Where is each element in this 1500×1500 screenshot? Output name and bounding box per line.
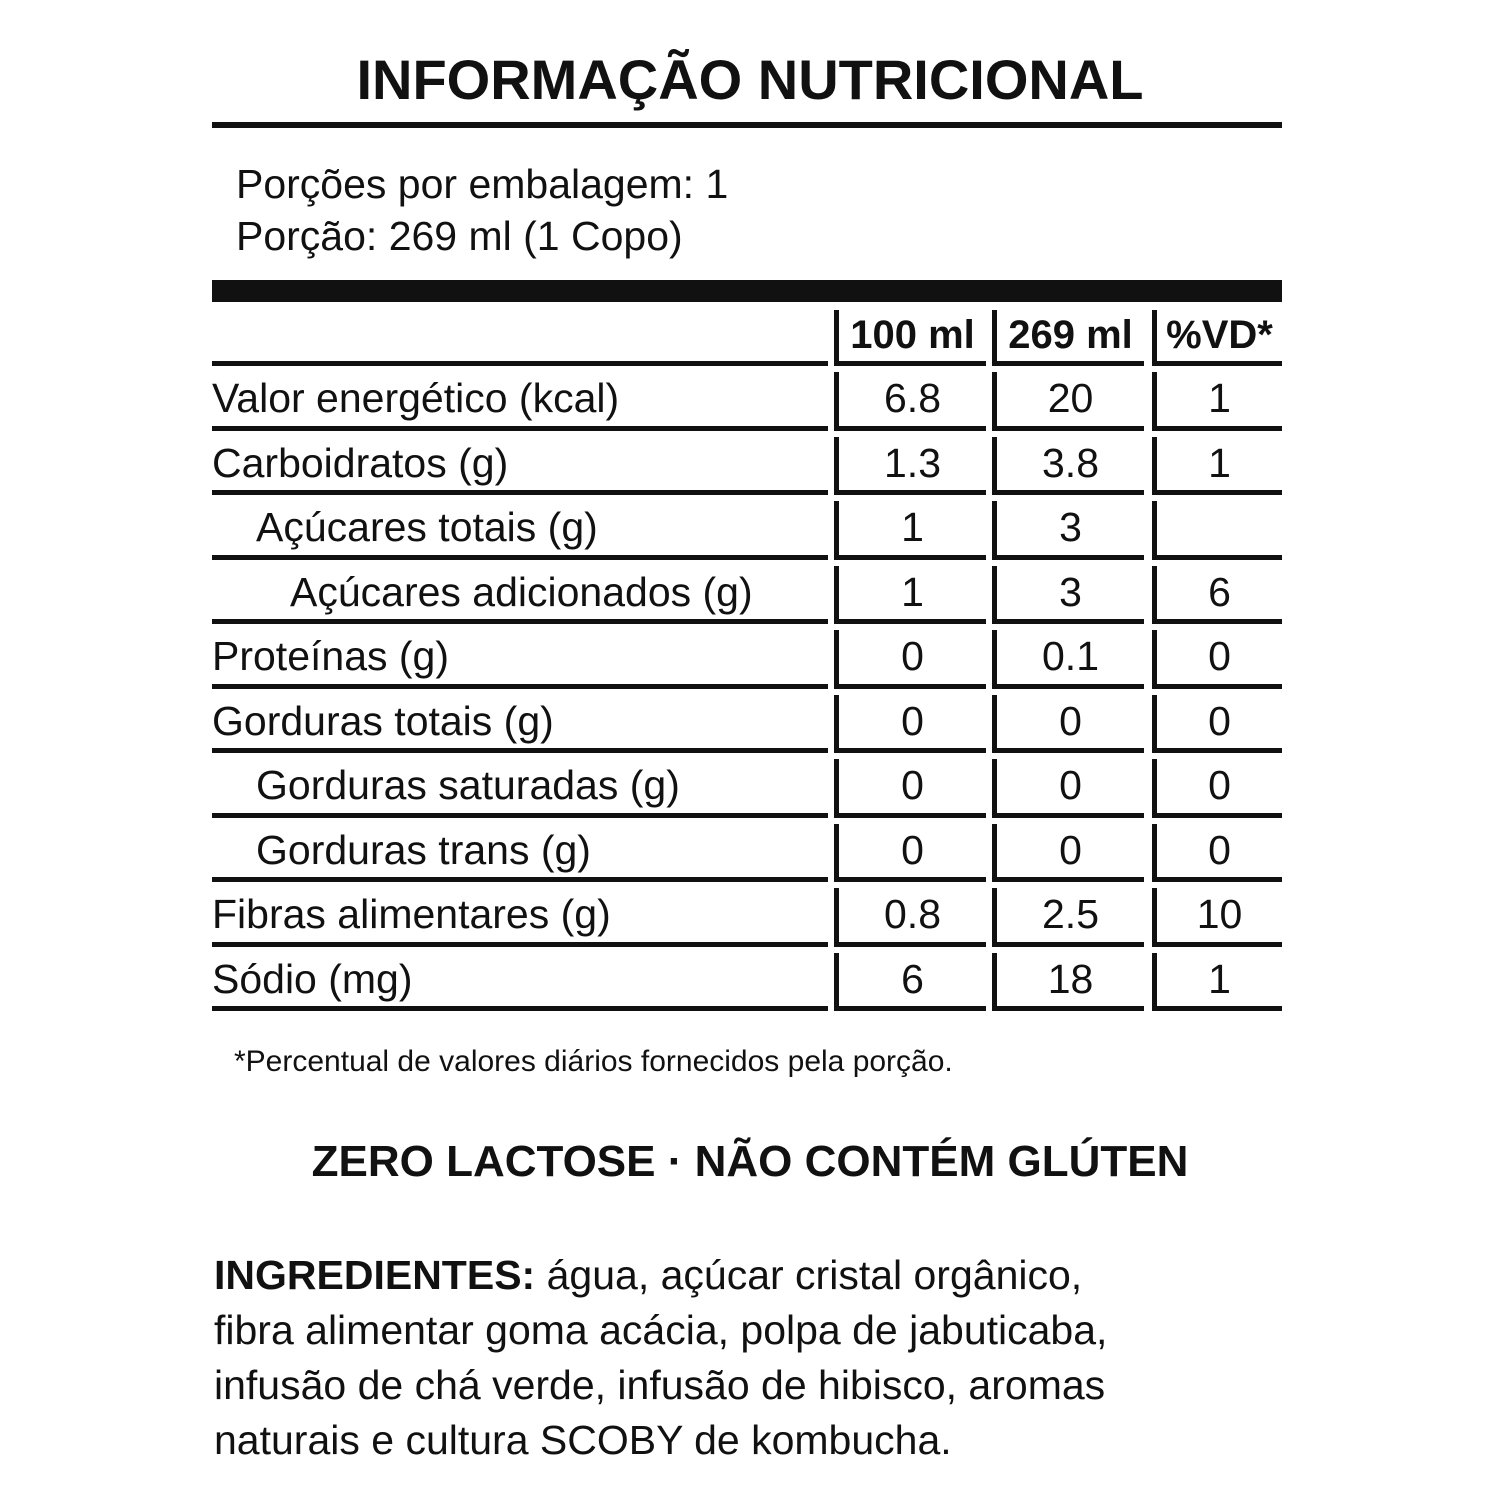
per-100ml-cell: 0 [834,695,986,754]
per-portion-cell: 3 [992,501,1144,560]
nutrient-label: Gorduras saturadas (g) [212,759,828,818]
per-portion-cell: 18 [992,953,1144,1012]
nutrient-label: Carboidratos (g) [212,437,828,496]
nutrient-label: Valor energético (kcal) [212,372,828,431]
page-title: INFORMAÇÃO NUTRICIONAL [356,48,1144,111]
ingredients-block [214,1248,1294,1468]
ingredients-line-2: fibra alimentar goma acácia, polpa de jabuticaba, [214,1307,1108,1353]
per-100ml-cell: 1 [834,501,986,560]
per-portion-cell: 3 [992,566,1144,625]
per-portion-cell: 0 [992,759,1144,818]
per-portion-cell: 0 [992,695,1144,754]
daily-value-cell: 10 [1152,888,1282,947]
per-portion-cell: 0 [992,824,1144,883]
column-header-3: %VD* [1152,310,1282,366]
per-portion-cell: 3.8 [992,437,1144,496]
nutrient-label: Fibras alimentares (g) [212,888,828,947]
column-header-2: 269 ml [992,310,1144,366]
per-100ml-cell: 6 [834,953,986,1012]
ingredients-line-4: naturais e cultura SCOBY de kombucha. [214,1417,952,1463]
nutrient-label: Gorduras totais (g) [212,695,828,754]
daily-value-cell: 0 [1152,695,1282,754]
per-portion-cell: 0.1 [992,630,1144,689]
per-100ml-cell: 0.8 [834,888,986,947]
daily-value-cell: 0 [1152,630,1282,689]
daily-value-cell: 1 [1152,953,1282,1012]
per-100ml-cell: 0 [834,759,986,818]
per-portion-cell: 2.5 [992,888,1144,947]
header-label-cell [212,310,828,366]
ingredients-text: água, açúcar cristal orgânico, [546,1252,1083,1298]
daily-value-cell: 0 [1152,824,1282,883]
footnote: *Percentual de valores diários fornecidos pela porção. [234,1045,953,1078]
nutrient-label: Proteínas (g) [212,630,828,689]
daily-value-cell [1152,501,1282,560]
ingredients-line-3: infusão de chá verde, infusão de hibisco, aromas [214,1362,1106,1408]
per-100ml-cell: 0 [834,630,986,689]
daily-value-cell: 1 [1152,437,1282,496]
ingredients-line-1 [214,1248,1294,1303]
per-portion-cell: 20 [992,372,1144,431]
nutrient-label: Açúcares adicionados (g) [212,566,828,625]
nutrient-label: Gorduras trans (g) [212,824,828,883]
nutrient-label: Sódio (mg) [212,953,828,1012]
daily-value-cell: 1 [1152,372,1282,431]
per-100ml-cell: 1.3 [834,437,986,496]
portion-size: Porção: 269 ml (1 Copo) [236,213,683,259]
allergen-claims: ZERO LACTOSE · NÃO CONTÉM GLÚTEN [311,1137,1189,1186]
daily-value-cell: 0 [1152,759,1282,818]
per-100ml-cell: 1 [834,566,986,625]
ingredients-label: INGREDIENTES: [214,1252,536,1298]
daily-value-cell: 6 [1152,566,1282,625]
per-100ml-cell: 6.8 [834,372,986,431]
servings-per-package: Porções por embalagem: 1 [236,161,729,207]
column-header-1: 100 ml [834,310,986,366]
nutrient-label: Açúcares totais (g) [212,501,828,560]
per-100ml-cell: 0 [834,824,986,883]
